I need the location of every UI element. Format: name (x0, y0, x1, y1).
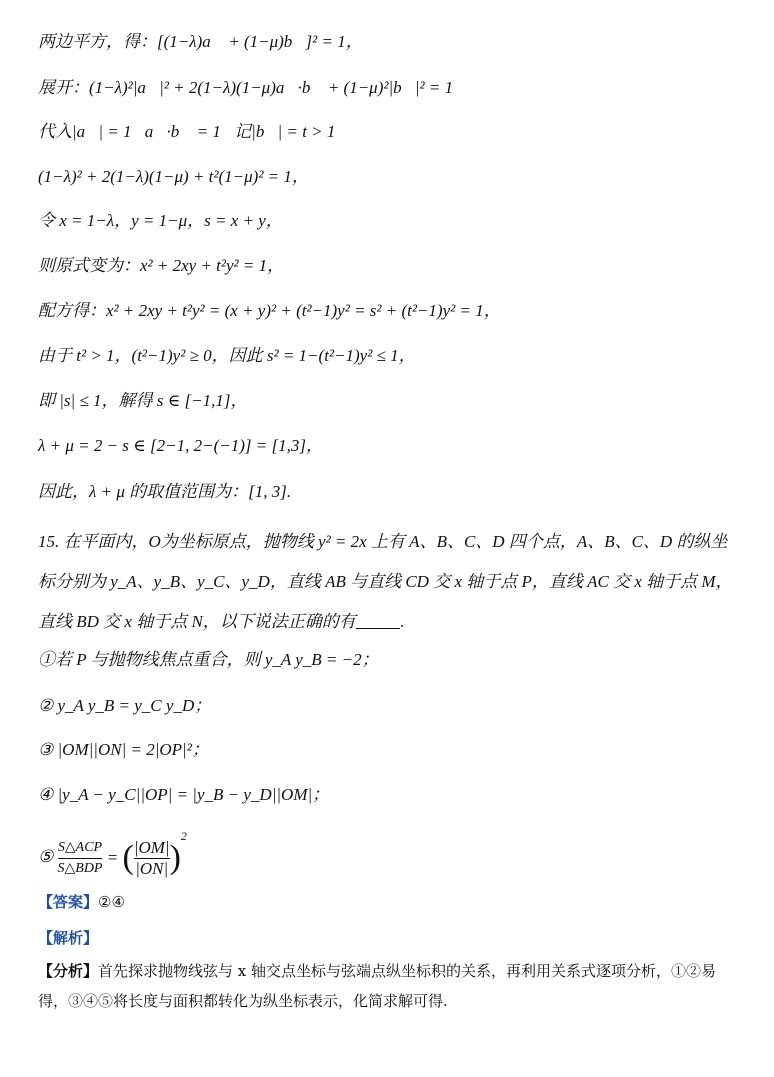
step-square-both-sides: 两边平方，得：[(1−λ)a⃗ + (1−μ)b⃗]² = 1， (38, 32, 363, 51)
answer-value: ②④ (98, 893, 125, 911)
answer-blank (356, 614, 400, 629)
option-2: ② y_A y_B = y_C y_D； (38, 696, 212, 715)
area-bdp: S△BDP (58, 858, 103, 879)
length-on: |ON| (135, 858, 169, 878)
step-inequality: 由于 t² > 1，(t²−1)y² ≥ 0，因此 s² = 1−(t²−1)y² ≤ 1， (38, 346, 416, 365)
equals-sign: = (106, 848, 119, 868)
step-equation: (1−λ)² + 2(1−λ)(1−μ) + t²(1−μ)² = 1， (38, 167, 309, 186)
length-ratio (134, 838, 170, 879)
step-solve-s: 即 |s| ≤ 1，解得 s ∈ [−1,1]， (38, 391, 248, 410)
area-ratio (58, 838, 103, 879)
step-conclusion: 因此，λ + μ 的取值范围为：[1, 3]. (38, 482, 292, 501)
fenxi-tag: 【分析】 (38, 962, 99, 980)
option-5 (38, 826, 187, 879)
fenxi-row (38, 956, 738, 1016)
step-expand: 展开：(1−λ)²|a⃗|² + 2(1−λ)(1−μ)a⃗·b⃗ + (1−μ)²|b⃗|² = 1， (38, 78, 467, 97)
problem-15 (38, 522, 738, 642)
analysis-tag: 【解析】 (38, 929, 99, 947)
problem-end: . (399, 613, 405, 631)
fenxi-text: 首先探求抛物线弦与 x 轴交点坐标与弦端点纵坐标积的关系，再利用关系式逐项分析，①②易得，③④⑤将长度与面积都转化为纵坐标表示，化简求解可得. (38, 962, 717, 1010)
step-complete-square: 配方得：x² + 2xy + t²y² = (x + y)² + (t²−1)y² = s² + (t²−1)y² = 1， (38, 301, 501, 320)
analysis-row (38, 927, 98, 949)
option-3: ③ |OM||ON| = 2|OP|²； (38, 740, 209, 759)
length-om: |OM| (133, 837, 170, 857)
step-substitute: 代入|a⃗| = 1，a⃗·b⃗ = 1，记|b⃗| = t > 1， (38, 122, 349, 141)
step-range-lambda-mu: λ + μ = 2 − s ∈ [2−1, 2−(−1)] = [1,3]， (38, 436, 323, 455)
right-paren: ) (169, 839, 181, 877)
answer-tag: 【答案】 (38, 893, 99, 911)
power-two: 2 (180, 829, 187, 843)
step-let-variables: 令 x = 1−λ，y = 1−μ，s = x + y， (38, 211, 283, 230)
left-paren: ( (122, 839, 134, 877)
option-4: ④ |y_A − y_C||OP| = |y_B − y_D||OM|； (38, 785, 330, 804)
option-5-marker: ⑤ (38, 847, 54, 866)
area-acp: S△ACP (57, 839, 103, 855)
answer-row (38, 891, 125, 913)
option-1: ①若 P 与抛物线焦点重合，则 y_A y_B = −2； (38, 650, 379, 669)
step-transform: 则原式变为：x² + 2xy + t²y² = 1， (38, 256, 285, 275)
problem-text: 15. 在平面内，O为坐标原点，抛物线 y² = 2x 上有 A、B、C、D 四个点，A、B、C、D 的纵坐标分别为 y_A、y_B、y_C、y_D，直线 AB 与直线 CD 交 x 轴于点 P，直线 AC 交 x 轴于点 M，直线 BD 交 x 轴于点 N，以下说法正确的有 (38, 532, 733, 631)
